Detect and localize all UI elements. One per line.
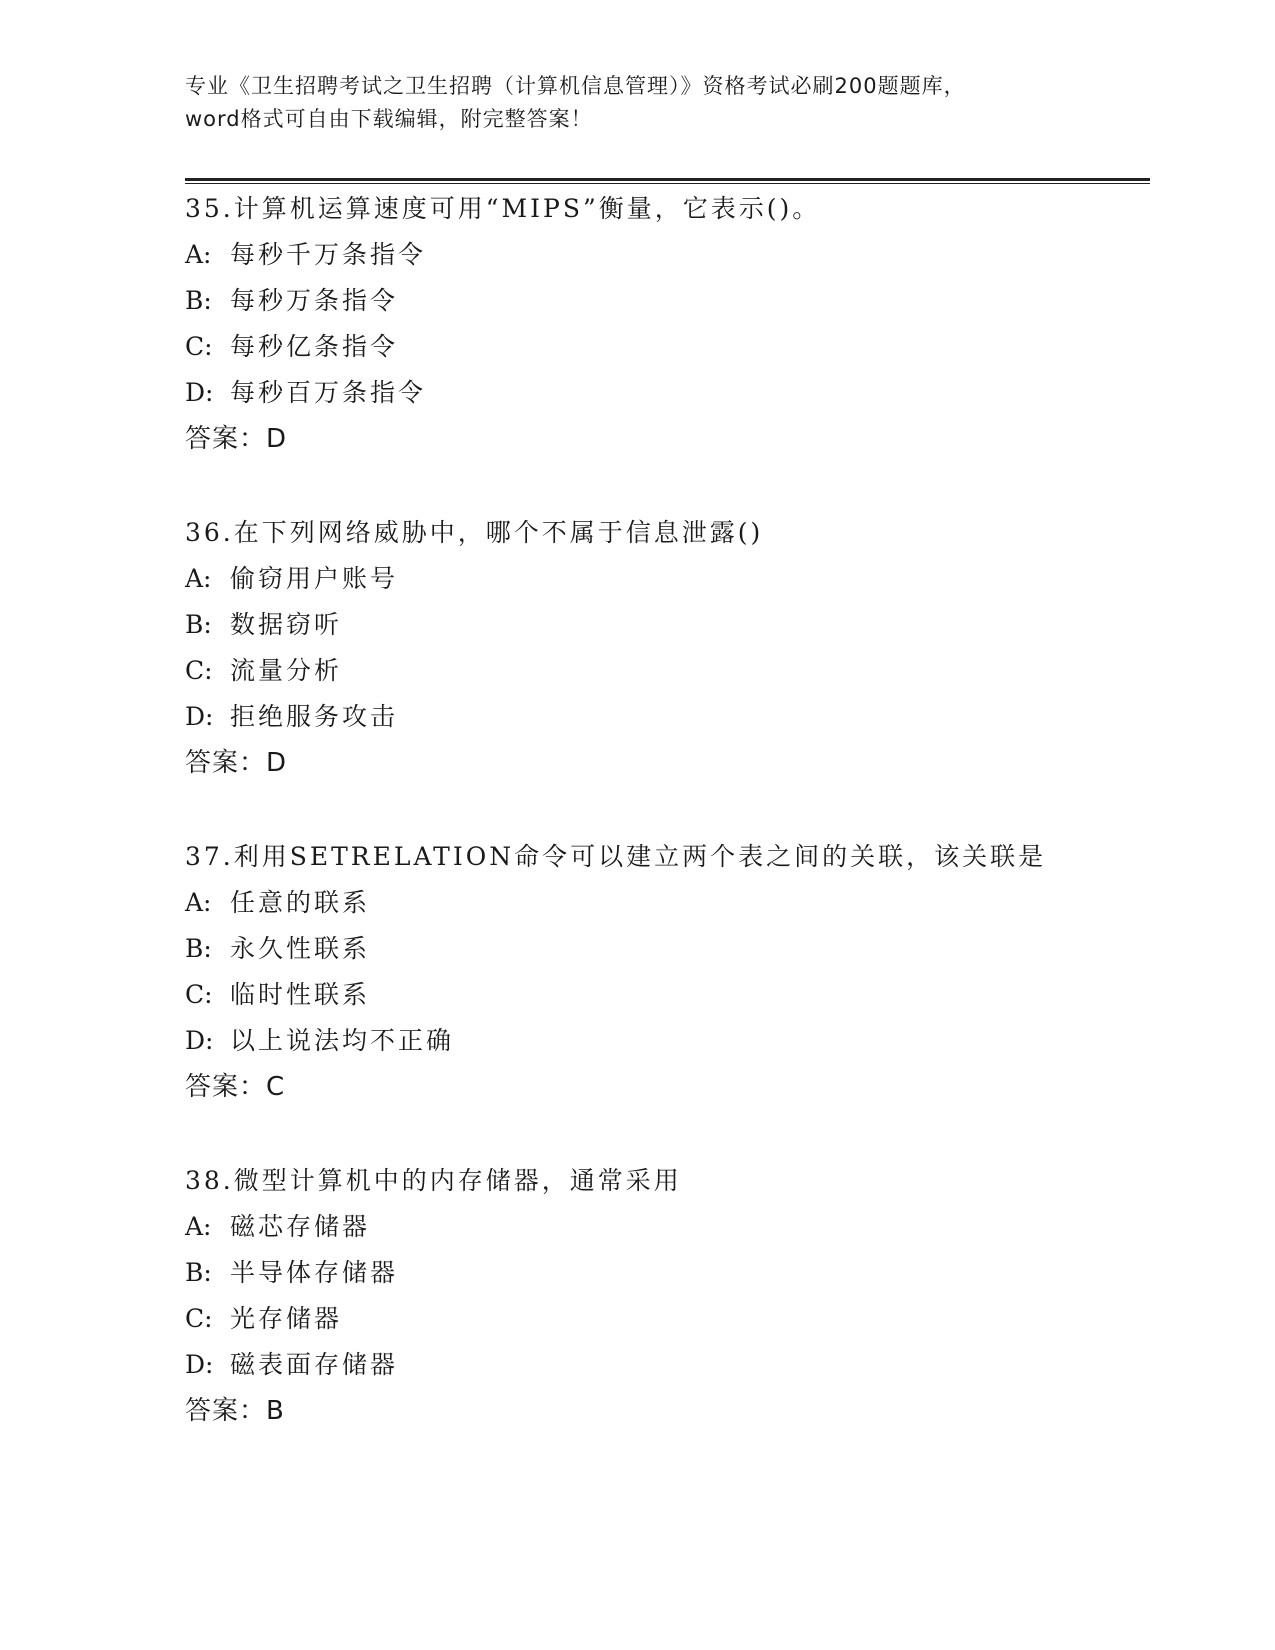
header-divider-thick [185,178,1150,181]
option-letter: C: [185,656,213,685]
option-a [185,1204,1150,1250]
option-letter: B: [185,934,212,963]
option-d [185,1018,1150,1064]
answer-line: 答案：D [185,748,288,778]
header-line-2: word格式可自由下载编辑，附完整答案！ [185,107,593,131]
option-letter: A: [185,564,212,593]
option-letter: B: [185,1258,212,1287]
option-c [185,648,1150,694]
option-letter: C: [185,1304,213,1333]
question-title: 35.计算机运算速度可用“MIPS”衡量，它表示()。 [185,194,821,223]
option-b [185,1250,1150,1296]
document-header [185,70,1085,136]
header-divider-thin [185,183,1150,184]
option-text: 永久性联系 [230,934,371,963]
option-c [185,1296,1150,1342]
option-b [185,278,1150,324]
question-title: 38.微型计算机中的内存储器，通常采用 [185,1166,682,1195]
option-text: 任意的联系 [230,888,371,917]
option-c [185,972,1150,1018]
answer-line: 答案：B [185,1396,285,1426]
question-36 [185,510,1150,786]
option-letter: D: [185,702,214,731]
header-line-1: 专业《卫生招聘考试之卫生招聘（计算机信息管理）》资格考试必刷200题题库， [185,74,966,98]
option-text: 拒绝服务攻击 [230,702,399,731]
option-text: 数据窃听 [230,610,343,639]
option-letter: A: [185,1212,212,1241]
question-title: 37.利用SETRELATION命令可以建立两个表之间的关联，该关联是 [185,842,1047,871]
answer-line: 答案：C [185,1072,286,1102]
option-text: 磁芯存储器 [230,1212,371,1241]
option-text: 半导体存储器 [230,1258,399,1287]
option-letter: D: [185,1350,214,1379]
option-d [185,1342,1150,1388]
option-text: 以上说法均不正确 [230,1026,455,1055]
option-a [185,232,1150,278]
option-a [185,556,1150,602]
question-38 [185,1158,1150,1434]
answer-line: 答案：D [185,424,288,454]
question-37 [185,834,1150,1110]
option-letter: C: [185,332,213,361]
option-letter: D: [185,378,214,407]
option-letter: A: [185,888,212,917]
option-letter: D: [185,1026,214,1055]
option-text: 每秒万条指令 [230,286,399,315]
question-list [185,186,1150,1482]
option-a [185,880,1150,926]
option-letter: C: [185,980,213,1009]
option-b [185,602,1150,648]
option-b [185,926,1150,972]
option-d [185,370,1150,416]
question-35 [185,186,1150,462]
option-text: 临时性联系 [230,980,371,1009]
option-text: 光存储器 [230,1304,343,1333]
option-text: 每秒亿条指令 [230,332,399,361]
option-d [185,694,1150,740]
option-letter: B: [185,610,212,639]
option-text: 磁表面存储器 [230,1350,399,1379]
option-text: 每秒千万条指令 [230,240,427,269]
option-text: 每秒百万条指令 [230,378,427,407]
option-letter: B: [185,286,212,315]
question-title: 36.在下列网络威胁中，哪个不属于信息泄露() [185,518,764,547]
option-letter: A: [185,240,212,269]
option-text: 偷窃用户账号 [230,564,399,593]
option-text: 流量分析 [230,656,343,685]
option-c [185,324,1150,370]
